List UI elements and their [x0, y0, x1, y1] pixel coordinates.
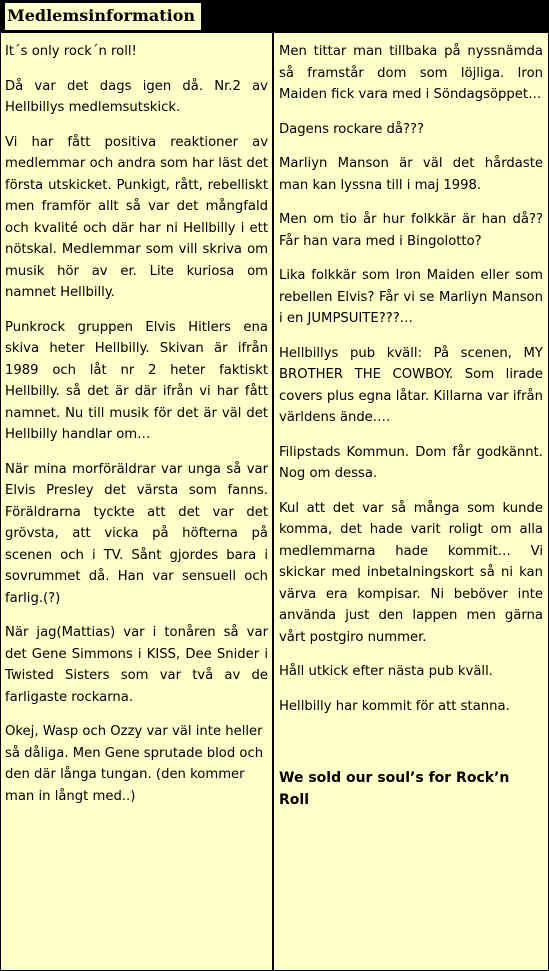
paragraph: Kul att det var så många som kunde komma, det hade varit roligt om alla medlemmarna hade kommit… Vi skickar med inbetalningskort så ni kan värva era kompisar. Ni beböver inte använda just den lappen men gärna vårt postgiro nummer. — [279, 500, 543, 645]
paragraph: Okej, Wasp och Ozzy var väl inte heller så dåliga. Men Gene sprutade blod och den där långa tungan. (den kommer man in långt med..) — [5, 724, 264, 804]
content-columns — [1, 33, 548, 970]
left-column — [1, 33, 274, 970]
paragraph: När mina morföräldrar var unga så var Elvis Presley det värsta som fanns. Föräldrarna tyckte att det var det grövsta, att vicka på höfterna på scenen och i TV. Sånt gjordes bara i sovrummet då. Han var sensuell och farlig.(?) — [5, 461, 268, 606]
paragraph: Hellbillys pub kväll: På scenen, MY BROTHER THE COWBOY. Som lirade covers plus egna låtar. Killarna var ifrån världens ände…. — [279, 345, 543, 425]
paragraph: Punkrock gruppen Elvis Hitlers ena skiva heter Hellbilly. Skivan är ifrån 1989 och låt nr 2 heter faktiskt Hellbilly. så det är där ifrån vi har fått namnet. Nu till musik för det är väl det Hellbilly handlar om… — [5, 319, 268, 442]
paragraph: Marliyn Manson är väl det hårdaste man kan lyssna till i maj 1998. — [279, 156, 543, 193]
paragraph: Då var det dags igen då. Nr.2 av Hellbillys medlemsutskick. — [5, 78, 268, 115]
right-column — [274, 33, 548, 970]
paragraph: Filipstads Kommun. Dom får godkännt. Nog om dessa. — [279, 444, 543, 481]
paragraph: Men om tio år hur folkkär är han då?? Får han vara med i Bingolotto? — [279, 212, 543, 249]
paragraph: Dagens rockare då??? — [279, 121, 424, 137]
paragraph: It´s only rock´n roll! — [5, 44, 137, 59]
paragraph: Men tittar man tillbaka på nyssnämda så framstår dom som löjliga. Iron Maiden fick vara med i Söndagsöppet… — [279, 44, 543, 102]
paragraph: Lika folkkär som Iron Maiden eller som rebellen Elvis? Får vi se Marliyn Manson i en JUMPSUITE???… — [279, 268, 543, 326]
header-bar — [1, 1, 548, 33]
paragraph: Hellbilly har kommit för att stanna. — [279, 698, 510, 714]
header-title: Medlemsinformation — [5, 3, 201, 30]
paragraph: Vi har fått positiva reaktioner av medlemmar och andra som har läst det första utskicket. Punkigt, rått, rebelliskt men framför allt så var det mångfald och kvalité och där har ni Hellbilly i ett nötskal. Medlemmar som vill skriva om musik hör av er. Lite kuriosa om namnet Hellbilly. — [5, 134, 268, 300]
paragraph: Håll utkick efter nästa pub kväll. — [279, 664, 493, 679]
paragraph: När jag(Mattias) var i tonåren så var det Gene Simmons i KISS, Dee Snider i Twisted Sisters som var två av de farligaste rockarna. — [5, 625, 268, 705]
closing-slogan: We sold our soul’s for Rock’n Roll — [279, 770, 510, 808]
